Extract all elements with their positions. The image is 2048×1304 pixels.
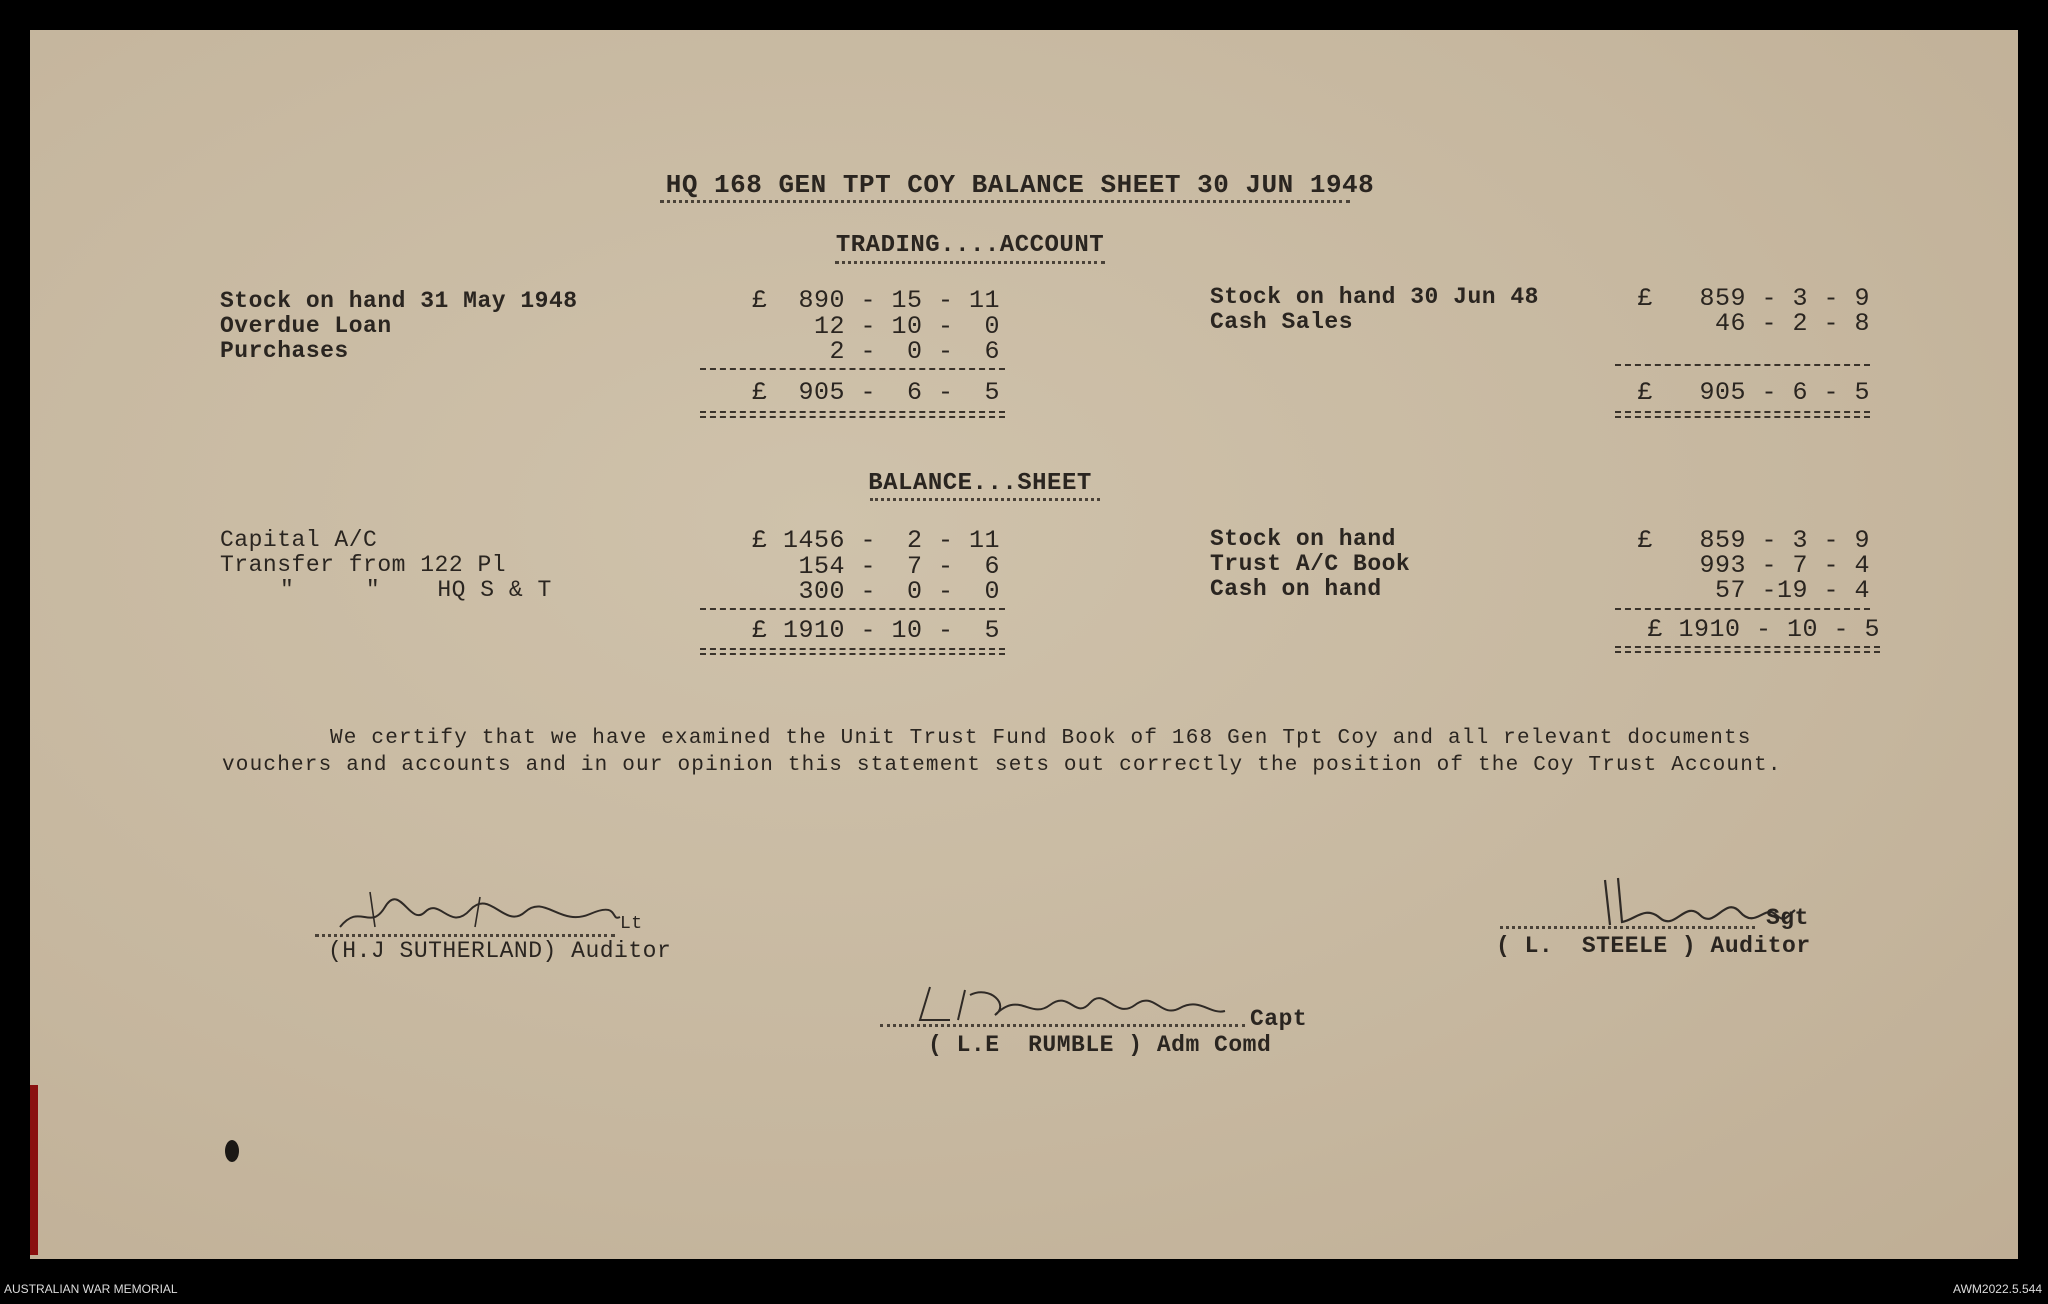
balance-right-amount-3: 57 -19 - 4 <box>1714 576 1870 605</box>
balance-right-label-3: Cash on hand <box>1210 576 1382 602</box>
trading-heading: TRADING....ACCOUNT <box>835 232 1105 259</box>
right-signature-name: ( L. STEELE ) Auditor <box>1496 933 1811 959</box>
balance-left-label-2: Transfer from 122 Pl <box>220 552 507 578</box>
trading-right-label-2: Cash Sales <box>1210 309 1354 335</box>
balance-right-label-1: Stock on hand <box>1210 526 1396 552</box>
trading-left-rule <box>700 368 1005 370</box>
balance-left-total: £ 1910 - 10 - 5 <box>751 616 1000 645</box>
balance-right-amount-1: £ 859 - 3 - 9 <box>1637 526 1870 555</box>
page-title: HQ 168 GEN TPT COY BALANCE SHEET 30 JUN 1948 <box>665 170 1375 200</box>
trading-right-rule <box>1615 364 1870 366</box>
balance-left-amount-1: £ 1456 - 2 - 11 <box>751 526 1000 555</box>
footer-accession: AWM2022.5.544 <box>1953 1282 2042 1296</box>
trading-left-double-rule <box>700 411 1005 418</box>
footer-credit: AUSTRALIAN WAR MEMORIAL <box>4 1282 178 1296</box>
trading-left-label-1: Stock on hand 31 May 1948 <box>220 288 578 314</box>
balance-right-amount-2: 993 - 7 - 4 <box>1699 551 1870 580</box>
balance-right-double-rule <box>1615 646 1880 653</box>
trading-heading-underline <box>835 261 1105 264</box>
trading-left-total: £ 905 - 6 - 5 <box>751 378 1000 407</box>
certification-line-1: We certify that we have examined the Unit Trust Fund Book of 168 Gen Tpt Coy and all relevant documents <box>330 727 1752 750</box>
balance-heading: BALANCE...SHEET <box>868 470 1092 497</box>
right-signature-rank: Sgt <box>1766 905 1809 931</box>
trading-right-amount-1: £ 859 - 3 - 9 <box>1637 284 1870 313</box>
left-signature <box>330 882 630 942</box>
left-signature-name: (H.J SUTHERLAND) Auditor <box>328 938 672 964</box>
center-signature <box>910 975 1230 1030</box>
trading-right-total: £ 905 - 6 - 5 <box>1637 378 1870 407</box>
left-signature-rank: Lt <box>620 914 643 934</box>
trading-right-double-rule <box>1615 411 1870 418</box>
center-signature-name: ( L.E RUMBLE ) Adm Comd <box>928 1032 1272 1058</box>
balance-right-label-2: Trust A/C Book <box>1210 551 1411 577</box>
balance-left-amount-2: 154 - 7 - 6 <box>798 552 1000 581</box>
trading-left-amount-2: 12 - 10 - 0 <box>813 312 1000 341</box>
trading-right-label-1: Stock on hand 30 Jun 48 <box>1210 284 1539 310</box>
trading-left-amount-3: 2 - 0 - 6 <box>829 337 1000 366</box>
trading-left-label-2: Overdue Loan <box>220 313 392 339</box>
balance-left-label-3: " " HQ S & T <box>280 577 552 603</box>
balance-right-rule <box>1615 608 1870 610</box>
balance-left-rule <box>700 608 1005 610</box>
ink-blot <box>225 1140 239 1162</box>
trading-left-amount-1: £ 890 - 15 - 11 <box>751 286 1000 315</box>
balance-heading-underline <box>870 498 1100 501</box>
certification-line-2: vouchers and accounts and in our opinion this statement sets out correctly the position of the Coy Trust Account. <box>222 754 1782 777</box>
document-sheet <box>30 30 2018 1259</box>
center-signature-rank: Capt <box>1250 1006 1308 1032</box>
trading-right-amount-2: 46 - 2 - 8 <box>1714 309 1870 338</box>
balance-left-label-1: Capital A/C <box>220 527 378 553</box>
balance-left-amount-3: 300 - 0 - 0 <box>798 577 1000 606</box>
balance-left-double-rule <box>700 648 1005 655</box>
red-edge-mark <box>30 1085 38 1255</box>
balance-right-total: £ 1910 - 10 - 5 <box>1647 615 1880 644</box>
title-underline <box>660 200 1350 203</box>
trading-left-label-3: Purchases <box>220 338 349 364</box>
